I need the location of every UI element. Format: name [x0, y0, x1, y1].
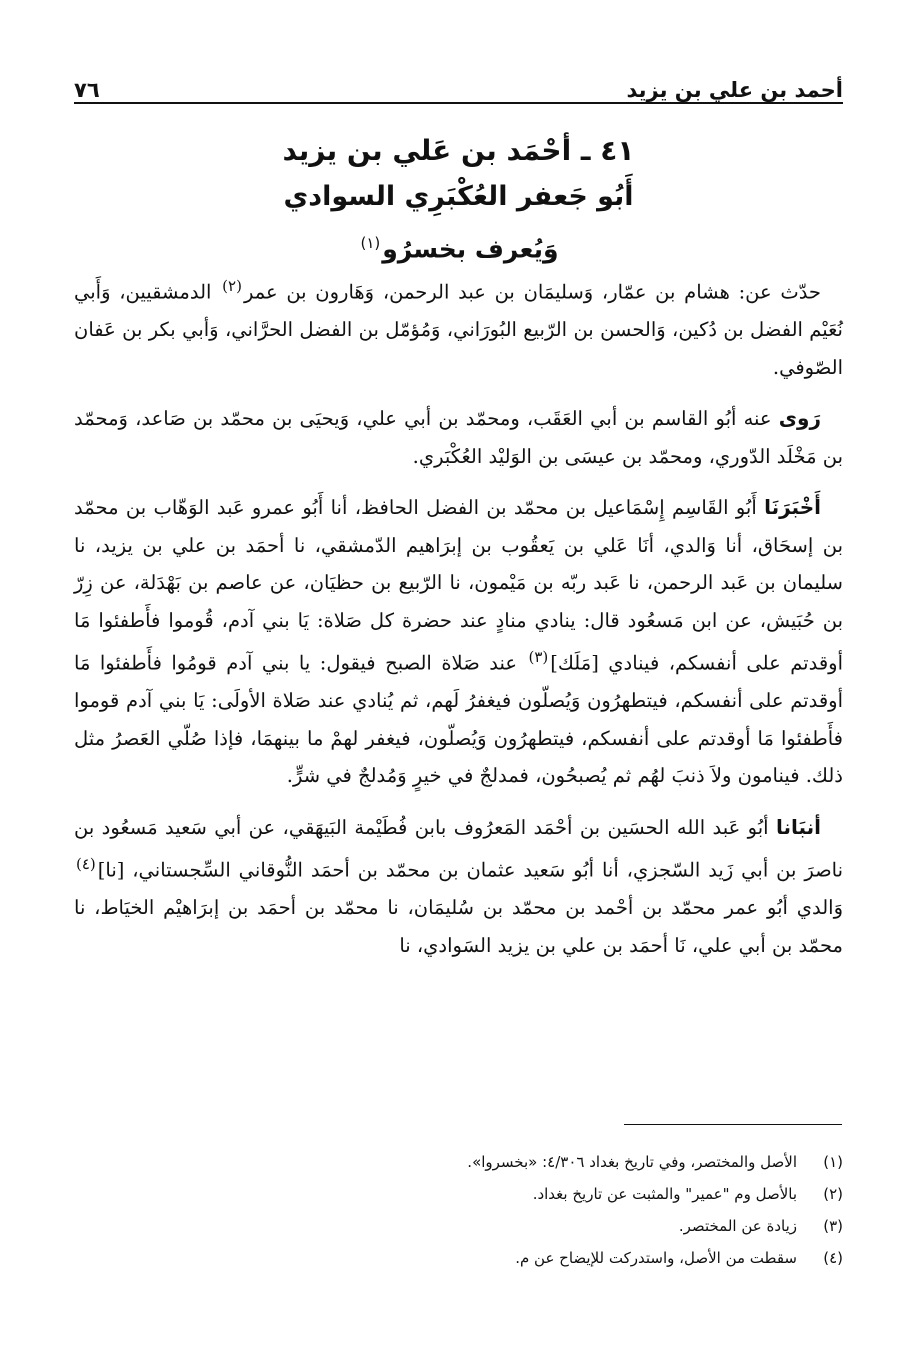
page-header — [74, 62, 843, 102]
footnote-ref: (١) — [360, 234, 381, 252]
footnote-text: سقطت من الأصل، واستدركت للإيضاح عن م. — [515, 1249, 797, 1267]
body-text — [74, 268, 843, 978]
paragraph-text-cont: الدمشقيين، وَأَبي نُعَيْم الفضل بن دُكين، وَالحسن بن الرّبيع البُورَاني، وَمُؤمّل بن الفضل الحرَّاني، وَأبي بكر بن عَفان الصّوفي. — [74, 280, 843, 379]
footnote-text: بالأصل وم "عمير" والمثبت عن تاريخ بغداد. — [532, 1185, 797, 1203]
entry-title-line3 — [74, 220, 843, 272]
footnote-number: (٣) — [823, 1217, 843, 1235]
entry-title-line2: أَبُو جَعفر العُكْبَرِي السوادي — [283, 181, 634, 212]
page-number: ٧٦ — [74, 78, 100, 102]
entry-title-line3-text: وَيُعرف بخسرُو — [382, 234, 559, 264]
paragraph — [74, 489, 843, 795]
entry-title-line1: ٤١ ـ أحْمَد بن عَلي بن يزيد — [282, 134, 635, 167]
footnote-number: (٤) — [823, 1249, 843, 1267]
footnote-text: زيادة عن المختصر. — [678, 1217, 797, 1235]
paragraph-keyword: أَخْبَرَنَا — [764, 495, 821, 519]
paragraph-text-cont: عند صَلاة الصبح فيقول: يا بني آدم قومُوا فأَطفئوا مَا أوقدتم على أنفسكم، فيتطهرُون وَيُصلّون فيغفرُ لَهم، ثم يُنادي عند صَلاة الأولَى: يَا بني آدم قوموا فأَطفئوا مَا أوقدتم على أنفسكم، فيتطهرُون وَيُصلّون، فيغفر لهمْ ما بينهمَا، فإذا صُلّي العَصرُ مثل ذلك. فينامون ولاَ ذنبَ لهُم ثم يُصبحُون، فمدلجٌ في خيرٍ وَمُدلجٌ في شرٍّ. — [74, 651, 843, 787]
paragraph-text: أَبُو القَاسِم إِسْمَاعيل بن محمّد بن الفضل الحافظ، أنا أَبُو عمرو عَبد الوَهّاب بن محمّد بن إسحَاق، أنا وَالدي، أنَا عَلي بن يَعقُوب بن إبرَاهيم الدّمشقي، نا أحمَد بن علي بن يزيد، نا سليمان بن عَبد الرحمن، نا عَبد ربّه بن مَيْمون، نا الرّبيع بن حظيَان، عن عاصم بن بَهْدَلة، عن زِرّ بن حُبَيش، عن ابن مَسعُود قال: ينادي منادٍ عند حضرة كل صَلاة: يَا بني آدم، قُوموا فأَطفئوا مَا أوقدتم على أنفسكم، فينادي [مَلَك] — [74, 496, 843, 675]
footnote — [74, 1146, 843, 1178]
header-rule — [74, 102, 843, 104]
paragraph — [74, 268, 843, 386]
footnote — [74, 1178, 843, 1210]
footnote — [74, 1242, 843, 1274]
paragraph — [74, 809, 843, 965]
footnotes — [74, 1146, 843, 1274]
paragraph-text: أبُو عَبد الله الحسَين بن أحْمَد المَعرُوف بابن فُطَيْمة البَيهَقي، عن أبي سَعيد مَسعُود بن ناصرَ بن أبي زَيد السّجزي، أنا أبُو سَعيد عثمان بن محمّد بن أحمَد النُّوقاني السِّجستاني، [نا] — [74, 815, 843, 882]
paragraph-keyword: رَوى — [778, 406, 821, 430]
footnote-number: (١) — [823, 1153, 843, 1171]
footnote-ref: (٤) — [76, 855, 96, 873]
footnote-ref: (٣) — [528, 648, 549, 666]
footnote-ref: (٢) — [222, 277, 242, 295]
running-title: أحمد بن علي بن يزيد — [626, 78, 843, 102]
footnote-text: الأصل والمختصر، وفي تاريخ بغداد ٤/٣٠٦: «بخسروا». — [467, 1153, 797, 1171]
paragraph-keyword: أنبَانا — [775, 814, 821, 839]
footnote-number: (٢) — [823, 1185, 843, 1203]
paragraph — [74, 400, 843, 475]
entry-title — [74, 128, 843, 272]
paragraph-text: عنه أبُو القاسم بن أبي العَقَب، ومحمّد بن أبي علي، وَيحيَى بن محمّد بن صَاعد، وَمحمّد بن مَخْلَد الدّوري، ومحمّد بن عيسَى بن الوَليْد العُكْبَري. — [74, 407, 843, 468]
footnote — [74, 1210, 843, 1242]
footnote-rule — [624, 1124, 842, 1125]
paragraph-text: حدّث عن: هشام بن عمّار، وَسليمَان بن عبد الرحمن، وَهَارون بن عمر — [243, 280, 821, 304]
paragraph-text-cont: وَالدي أبُو عمر محمّد بن أحْمد بن محمّد بن سُليمَان، نا محمّد بن أحمَد بن إبرَاهيْم الخيَاط، نا محمّد بن أبي علي، نَا أحمَد بن علي بن يزيد السَوادي، نا — [74, 896, 843, 957]
